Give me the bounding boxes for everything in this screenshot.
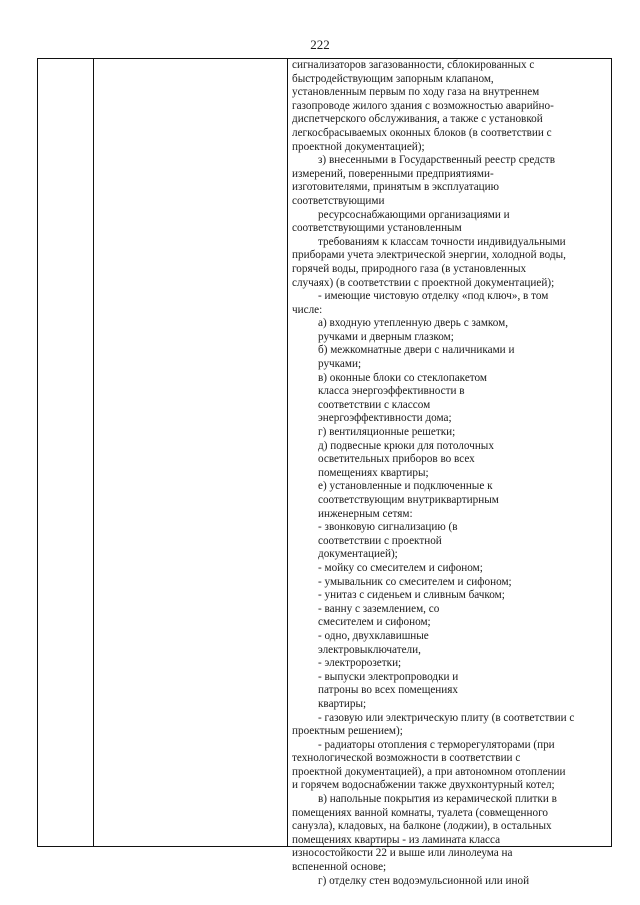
text-line: электровыключатели,	[318, 643, 421, 656]
text-line: газопроводе жилого здания с возможностью аварийно-	[292, 99, 554, 112]
text-line: измерений, поверенными предприятиями-	[292, 167, 494, 180]
text-line: класса энергоэффективности в	[318, 385, 465, 398]
text-line: помещениях квартиры - из ламината класса	[292, 833, 501, 846]
text-line: санузла), кладовых, на балконе (лоджии), в остальных	[292, 820, 552, 833]
text-line: квартиры;	[318, 697, 367, 710]
text-line: случаях) (в соответствии с проектной документацией);	[292, 276, 555, 289]
document-table	[37, 58, 612, 887]
text-line: е) установленные и подключенные к	[318, 480, 493, 493]
text-line: - унитаз с сиденьем и сливным бачком;	[318, 589, 505, 602]
text-line: - ванну с заземлением, со	[318, 602, 440, 615]
text-line: з) внесенными в Государственный реестр средств	[318, 154, 555, 167]
text-line: патроны во всех помещениях	[318, 684, 459, 697]
text-line: энергоэффективности дома;	[318, 412, 452, 425]
text-line: ресурсоснабжающими организациями и	[318, 208, 510, 221]
text-line: г) отделку стен водоэмульсионной или иной	[318, 874, 530, 887]
text-line: в) напольные покрытия из керамической плитки в	[318, 793, 557, 806]
text-line: установленным первым по ходу газа на внутреннем	[292, 86, 540, 99]
text-cell	[288, 59, 611, 887]
text-line: - выпуски электропроводки и	[318, 670, 459, 683]
text-line: д) подвесные крюки для потолочных	[318, 439, 494, 452]
text-line: осветительных приборов во всех	[318, 453, 475, 466]
column-divider	[93, 59, 94, 846]
text-line: соответствующими установленным	[292, 222, 462, 235]
text-line: вспененной основе;	[292, 861, 387, 874]
text-line: документацией);	[318, 548, 398, 561]
text-line: легкосбрасываемых оконных блоков (в соответствии с	[292, 126, 552, 139]
text-line: проектной документацией), а при автономном отоплении	[292, 765, 566, 778]
text-line: соответствующими	[292, 194, 385, 207]
text-line: числе:	[292, 303, 323, 316]
text-line: горячей воды, природного газа (в установленных	[292, 262, 527, 275]
text-line: помещениях ванной комнаты, туалета (совмещенного	[292, 806, 549, 819]
text-line: - имеющие чистовую отделку «под ключ», в том	[318, 290, 549, 303]
text-line: - умывальник со смесителем и сифоном;	[318, 575, 512, 588]
text-line: быстродействующим запорным клапаном,	[292, 72, 494, 85]
text-line: соответствии с классом	[318, 398, 431, 411]
text-line: смесителем и сифоном;	[318, 616, 431, 629]
text-line: г) вентиляционные решетки;	[318, 426, 456, 439]
text-line: изготовителями, принятым в эксплуатацию	[292, 181, 500, 194]
text-line: технологической возможности в соответствии с	[292, 752, 521, 765]
text-line: - электророзетки;	[318, 657, 402, 670]
text-line: износостойкости 22 и выше или линолеума на	[292, 847, 513, 860]
text-line: проектной документацией);	[292, 140, 425, 153]
text-line: а) входную утепленную дверь с замком,	[318, 317, 509, 330]
text-line: проектным решением);	[292, 725, 403, 738]
text-line: приборами учета электрической энергии, холодной воды,	[292, 249, 566, 262]
text-line: и горячем водоснабжении также двухконтурный котел;	[292, 779, 555, 792]
text-line: помещениях квартиры;	[318, 466, 429, 479]
text-line: ручками и дверным глазком;	[318, 330, 454, 343]
text-line: требованиям к классам точности индивидуальными	[318, 235, 566, 248]
text-line: диспетчерского обслуживания, а также с установкой	[292, 113, 543, 126]
text-line: сигнализаторов загазованности, сблокированных с	[292, 59, 535, 71]
text-line: - газовую или электрическую плиту (в соответствии с	[318, 711, 575, 724]
text-line: - мойку со смесителем и сифоном;	[318, 561, 483, 574]
text-line: соответствующим внутриквартирным	[318, 494, 499, 506]
text-line: - радиаторы отопления с терморегуляторами (при	[318, 738, 555, 751]
text-line: б) межкомнатные двери с наличниками и	[318, 344, 515, 357]
text-line: в) оконные блоки со стеклопакетом	[318, 371, 487, 384]
text-line: инженерным сетям:	[318, 507, 413, 520]
text-line: ручками;	[318, 358, 362, 371]
text-line: - одно, двухклавишные	[318, 629, 429, 642]
text-line: - звонковую сигнализацию (в	[318, 521, 458, 534]
page-number: 222	[310, 37, 330, 52]
text-line: соответствии с проектной	[318, 534, 442, 547]
